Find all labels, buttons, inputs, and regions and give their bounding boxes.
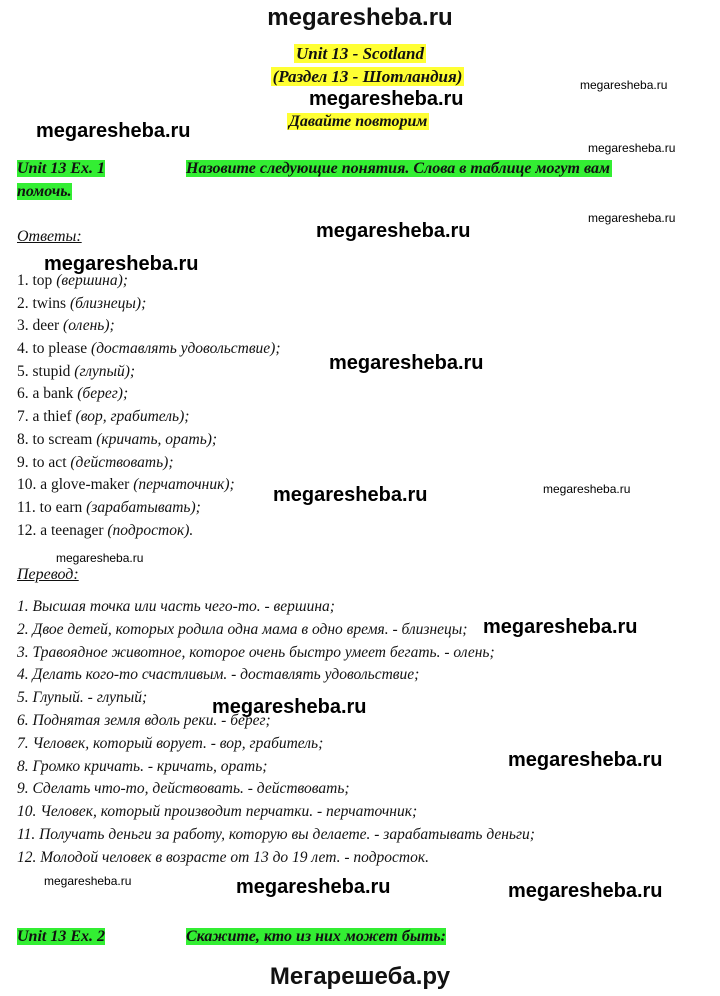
ex1-task-block [186, 160, 612, 178]
watermark: megaresheba.ru [543, 482, 631, 496]
list-item: 1. Высшая точка или часть чего-то. - вершина; [17, 598, 335, 615]
list-item: 8. to scream (кричать, орать); [17, 430, 218, 448]
unit-subtitle: (Раздел 13 - Шотландия) [272, 67, 463, 86]
list-item: 4. to please (доставлять удовольствие); [17, 340, 281, 358]
site-title: megaresheba.ru [267, 4, 453, 31]
list-item: 6. a bank (берег); [17, 385, 129, 403]
list-item: 9. Сделать что-то, действовать. - действовать; [17, 780, 350, 798]
list-item: 10. Человек, который производит перчатки. - перчаточник; [17, 803, 418, 821]
list-item: 2. Двое детей, которых родила одна мама в одно время. - близнецы; [17, 620, 468, 638]
watermark: megaresheba.ru [44, 874, 132, 888]
answers-list [17, 270, 281, 542]
list-item: 12. a teenager (подросток). [17, 521, 194, 539]
list-item: 8. Громко кричать. - кричать, орать; [17, 757, 268, 775]
translation-heading: Перевод: [17, 566, 79, 583]
list-item: 1. top (вершина); [17, 272, 128, 289]
list-item: 2. twins (близнецы); [17, 294, 147, 312]
watermark: megaresheba.ru [44, 253, 199, 275]
site-footer: Мегарешеба.ру [269, 963, 451, 990]
list-item: 11. to earn (зарабатывать); [17, 498, 201, 516]
ex1-label-block [17, 160, 105, 178]
unit-title: Unit 13 - Scotland [296, 44, 424, 63]
watermark: megaresheba.ru [508, 749, 663, 771]
watermark: megaresheba.ru [508, 880, 663, 902]
ex2-label-block [17, 928, 105, 946]
watermark: megaresheba.ru [588, 141, 676, 155]
watermark: megaresheba.ru [483, 616, 638, 638]
watermark: megaresheba.ru [273, 484, 428, 506]
list-item: 6. Поднятая земля вдоль реки. - берег; [17, 711, 271, 729]
unit-title-block [0, 44, 720, 64]
list-item: 3. Травоядное животное, которое очень быстро умеет бегать. - олень; [17, 643, 495, 661]
watermark: megaresheba.ru [309, 88, 464, 110]
watermark: megaresheba.ru [236, 876, 391, 898]
ex1-task-block-2 [17, 183, 72, 201]
answers-heading: Ответы: [17, 228, 82, 245]
ex1-label: Unit 13 Ex. 1 [17, 160, 106, 177]
section-title: Давайте повторим [289, 113, 428, 130]
watermark: megaresheba.ru [329, 352, 484, 374]
translations-list [17, 596, 535, 870]
list-item: 7. Человек, который ворует. - вор, грабитель; [17, 734, 324, 752]
ex1-task-line2: помочь. [17, 183, 72, 200]
watermark: megaresheba.ru [36, 120, 191, 142]
list-item: 7. a thief (вор, грабитель); [17, 408, 190, 426]
watermark: megaresheba.ru [316, 220, 471, 242]
list-item: 10. a glove-maker (перчаточник); [17, 476, 235, 494]
list-item: 3. deer (олень); [17, 317, 115, 335]
list-item: 5. stupid (глупый); [17, 362, 136, 380]
watermark: megaresheba.ru [212, 696, 367, 718]
section-title-block [287, 113, 429, 131]
ex2-label: Unit 13 Ex. 2 [17, 928, 106, 945]
list-item: 4. Делать кого-то счастливым. - доставлять удовольствие; [17, 666, 420, 684]
ex2-task-block [186, 928, 446, 946]
watermark: megaresheba.ru [588, 211, 676, 225]
watermark: megaresheba.ru [56, 551, 144, 565]
list-item: 11. Получать деньги за работу, которую вы делаете. - зарабатывать деньги; [17, 825, 535, 843]
list-item: 5. Глупый. - глупый; [17, 689, 148, 707]
list-item: 9. to act (действовать); [17, 453, 174, 471]
list-item: 12. Молодой человек в возрасте от 13 до 19 лет. - подросток. [17, 848, 429, 866]
ex2-task: Скажите, кто из них может быть: [186, 928, 446, 945]
ex1-task-line1: Назовите следующие понятия. Слова в таблице могут вам [186, 160, 610, 177]
watermark: megaresheba.ru [580, 78, 668, 92]
